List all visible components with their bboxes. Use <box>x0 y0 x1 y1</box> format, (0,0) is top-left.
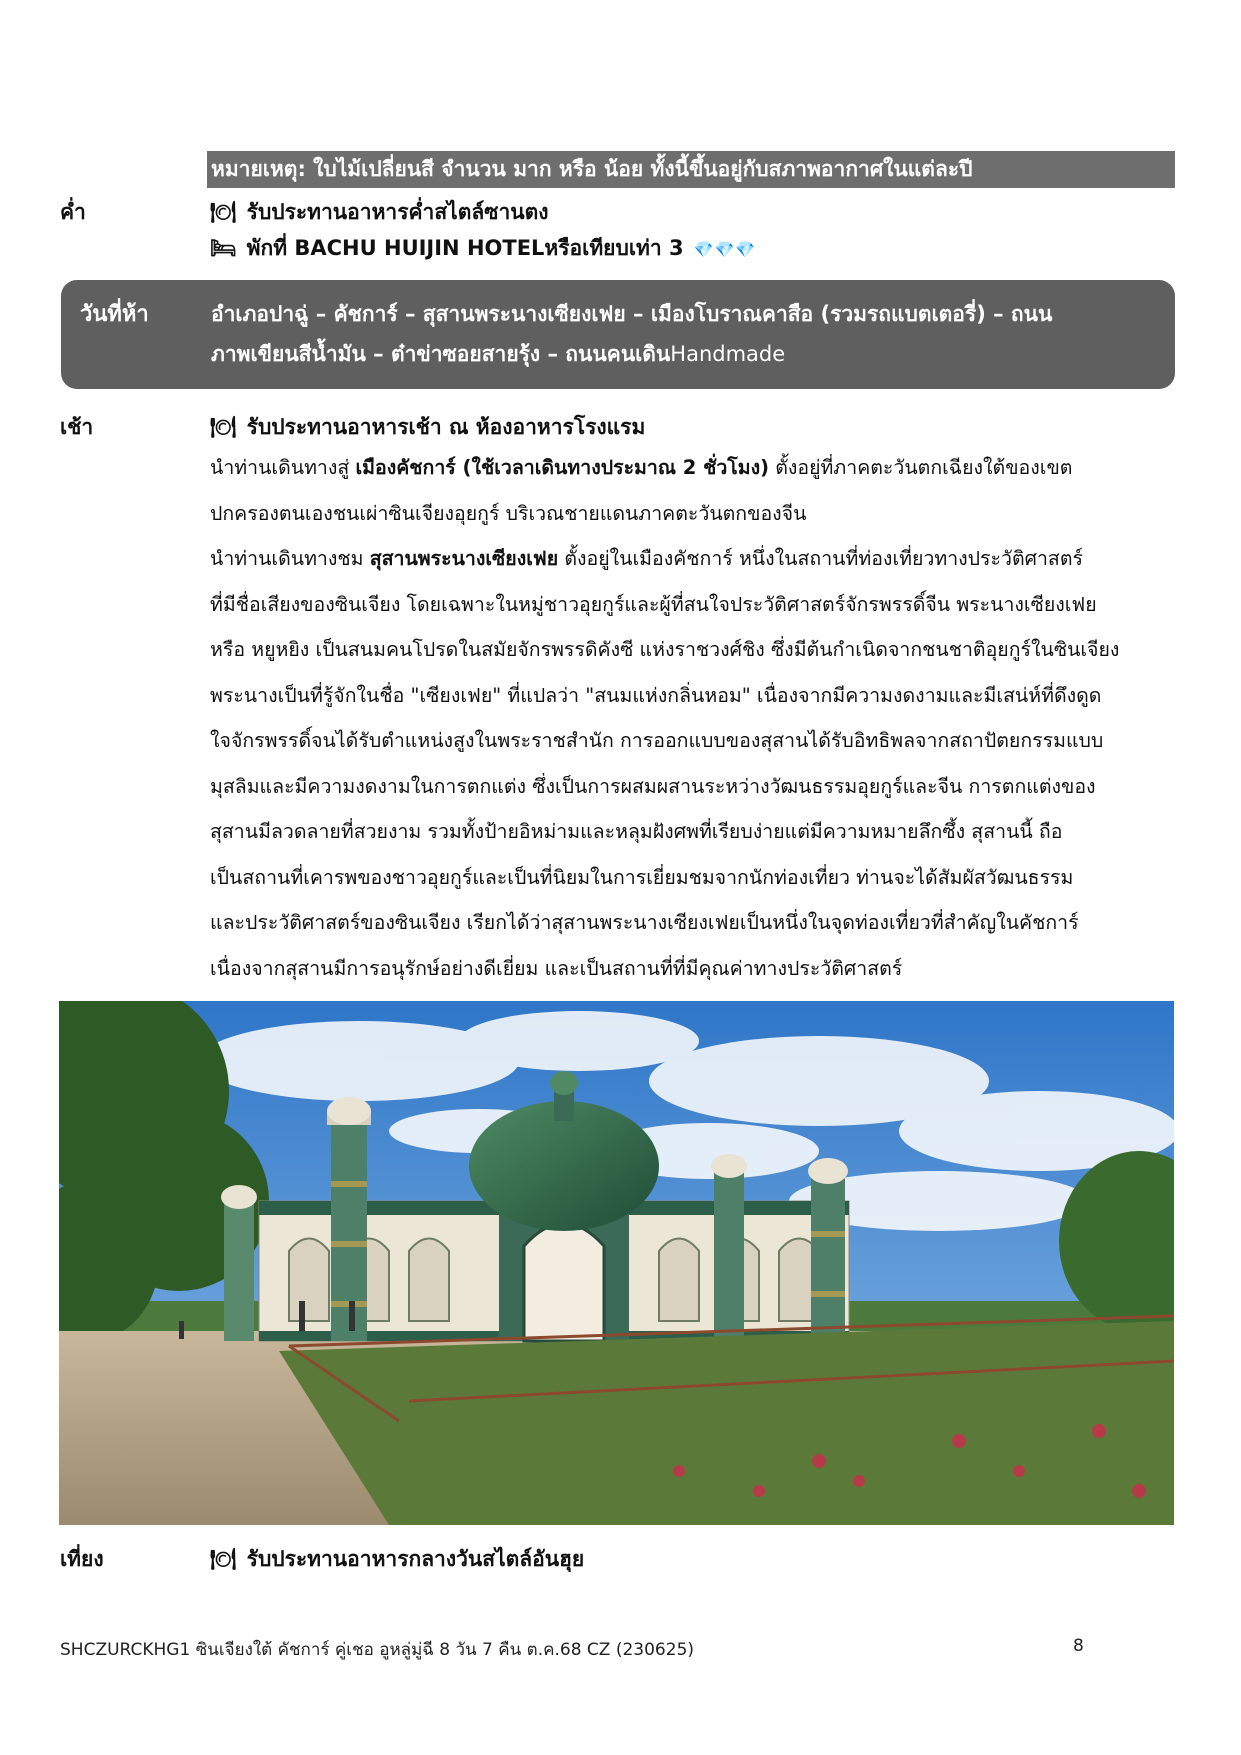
morning-label: เช้า <box>60 415 94 439</box>
day-label: วันที่ห้า <box>80 302 149 327</box>
morning-description <box>210 445 1178 991</box>
lunch-meal-text: รับประทานอาหารกลางวันสไตล์อันฮุย <box>246 1547 585 1571</box>
paragraph-line: สุสานมีลวดลายที่สวยงาม รวมทั้งป้ายอิหม่ามและหลุมฝังศพที่เรียบง่ายแต่มีความหมายลึกซึ้ง สุสานนี้ ถือ <box>210 820 1063 843</box>
p1-lead: นำท่านเดินทางสู่ <box>210 456 356 479</box>
footer-text: SHCZURCKHG1 ซินเจียงใต้ คัชการ์ คู่เชอ อูหลู่มู่ฉี 8 วัน 7 คืน ต.ค.68 CZ (230625) <box>60 1640 695 1660</box>
paragraph-line <box>210 536 1178 582</box>
day-itinerary-line-2-bold: ภาพเขียนสีน้ำมัน – ต๋าข่าซอยสายรุ้ง – ถนนคนเดิน <box>211 342 671 366</box>
day-header-box <box>61 280 1175 389</box>
p2-lead: นำท่านเดินทางชม <box>210 547 370 570</box>
paragraph-line: ที่มีชื่อเสียงของซินเจียง โดยเฉพาะในหมู่ชาวอุยกูร์และผู้ที่สนใจประวัติศาสตร์จักรพรรดิ์จีน พระนางเซียงเฟย <box>210 592 1097 616</box>
evening-hotel-line <box>210 232 756 265</box>
lunch-meal-line <box>210 1543 584 1576</box>
paragraph-line: และประวัติศาสตร์ของซินเจียง เรียกได้ว่าสุสานพระนางเซียงเฟยเป็นหนึ่งในจุดท่องเที่ยวที่สำคัญในคัชการ์ <box>210 911 1079 934</box>
day-itinerary-line-1: อำเภอปาฉู่ – คัชการ์ – สุสานพระนางเซียงเฟย – เมืองโบราณคาสือ (รวมรถแบตเตอรี่) – ถนน <box>211 302 1053 326</box>
day-itinerary-line-2 <box>211 334 1161 374</box>
bed-icon: 🛏 <box>210 236 237 260</box>
paragraph-line: เป็นสถานที่เคารพของชาวอุยกูร์และเป็นที่นิยมในการเยี่ยมชมจากนักท่องเที่ยว ท่านจะได้สัมผัสวัฒนธรรม <box>210 865 1074 889</box>
meal-icon: 🍽 <box>210 200 237 224</box>
paragraph-line: พระนางเป็นที่รู้จักในชื่อ "เซียงเฟย" ที่แปลว่า "สนมแห่งกลิ่นหอม" เนื่องจากมีความงดงามและมีเสน่ห์ที่ดึงดูด <box>210 683 1102 707</box>
paragraph-line <box>210 445 1178 491</box>
paragraph-line: ใจจักรพรรดิ์จนได้รับตำแหน่งสูงในพระราชสำนัก การออกแบบของสุสานได้รับอิทธิพลจากสถาปัตยกรรมแบบ <box>210 729 1104 752</box>
p2-bold: สุสานพระนางเซียงเฟย <box>369 547 559 570</box>
p2-rest: ตั้งอยู่ในเมืองคัชการ์ หนึ่งในสถานที่ท่องเที่ยวทางประวัติศาสตร์ <box>558 547 1083 570</box>
diamond-rating-icon: 💎💎💎 <box>693 240 757 259</box>
p1-bold: เมืองคัชการ์ (ใช้เวลาเดินทางประมาณ 2 ชั่วโมง) <box>355 456 770 479</box>
paragraph-line: เนื่องจากสุสานมีการอนุรักษ์อย่างดีเยี่ยม และเป็นสถานที่ที่มีคุณค่าทางประวัติศาสตร์ <box>210 956 903 980</box>
morning-meal-text: รับประทานอาหารเช้า ณ ห้องอาหารโรงแรม <box>246 415 646 439</box>
paragraph-line: มุสลิมและมีความงดงามในการตกแต่ง ซึ่งเป็นการผสมผสานระหว่างวัฒนธรรมอุยกูร์และจีน การตกแต่งของ <box>210 774 1096 798</box>
page-number: 8 <box>1073 1636 1084 1656</box>
paragraph-line: หรือ หยูหยิง เป็นสนมคนโปรดในสมัยจักรพรรดิคังซี แห่งราชวงศ์ชิง ซึ่งมีต้นกำเนิดจากชนชาติอุยกูร์ในซินเจียง <box>210 638 1120 661</box>
meal-icon: 🍽 <box>210 415 237 439</box>
evening-meal-line <box>210 196 549 229</box>
day-itinerary-line-2-normal: Handmade <box>670 342 786 366</box>
paragraph-line: ปกครองตนเองชนเผ่าซินเจียงอุยกูร์ บริเวณชายแดนภาคตะวันตกของจีน <box>210 501 807 525</box>
morning-meal-line <box>210 411 645 444</box>
p1-rest: ตั้งอยู่ที่ภาคตะวันตกเฉียงใต้ของเขต <box>769 456 1073 479</box>
day-itinerary <box>211 294 1161 374</box>
lunch-label: เที่ยง <box>60 1547 104 1571</box>
evening-label: ค่ำ <box>60 200 86 224</box>
evening-hotel-text: พักที่ BACHU HUIJIN HOTELหรือเทียบเท่า 3 <box>246 236 684 260</box>
meal-icon: 🍽 <box>210 1547 237 1571</box>
evening-meal-text: รับประทานอาหารค่ำสไตล์ซานตง <box>246 200 549 224</box>
mausoleum-photo <box>59 1001 1174 1525</box>
note-banner: หมายเหตุ: ใบไม้เปลี่ยนสี จำนวน มาก หรือ น้อย ทั้งนี้ขึ้นอยู่กับสภาพอากาศในแต่ละปี <box>207 151 1175 188</box>
